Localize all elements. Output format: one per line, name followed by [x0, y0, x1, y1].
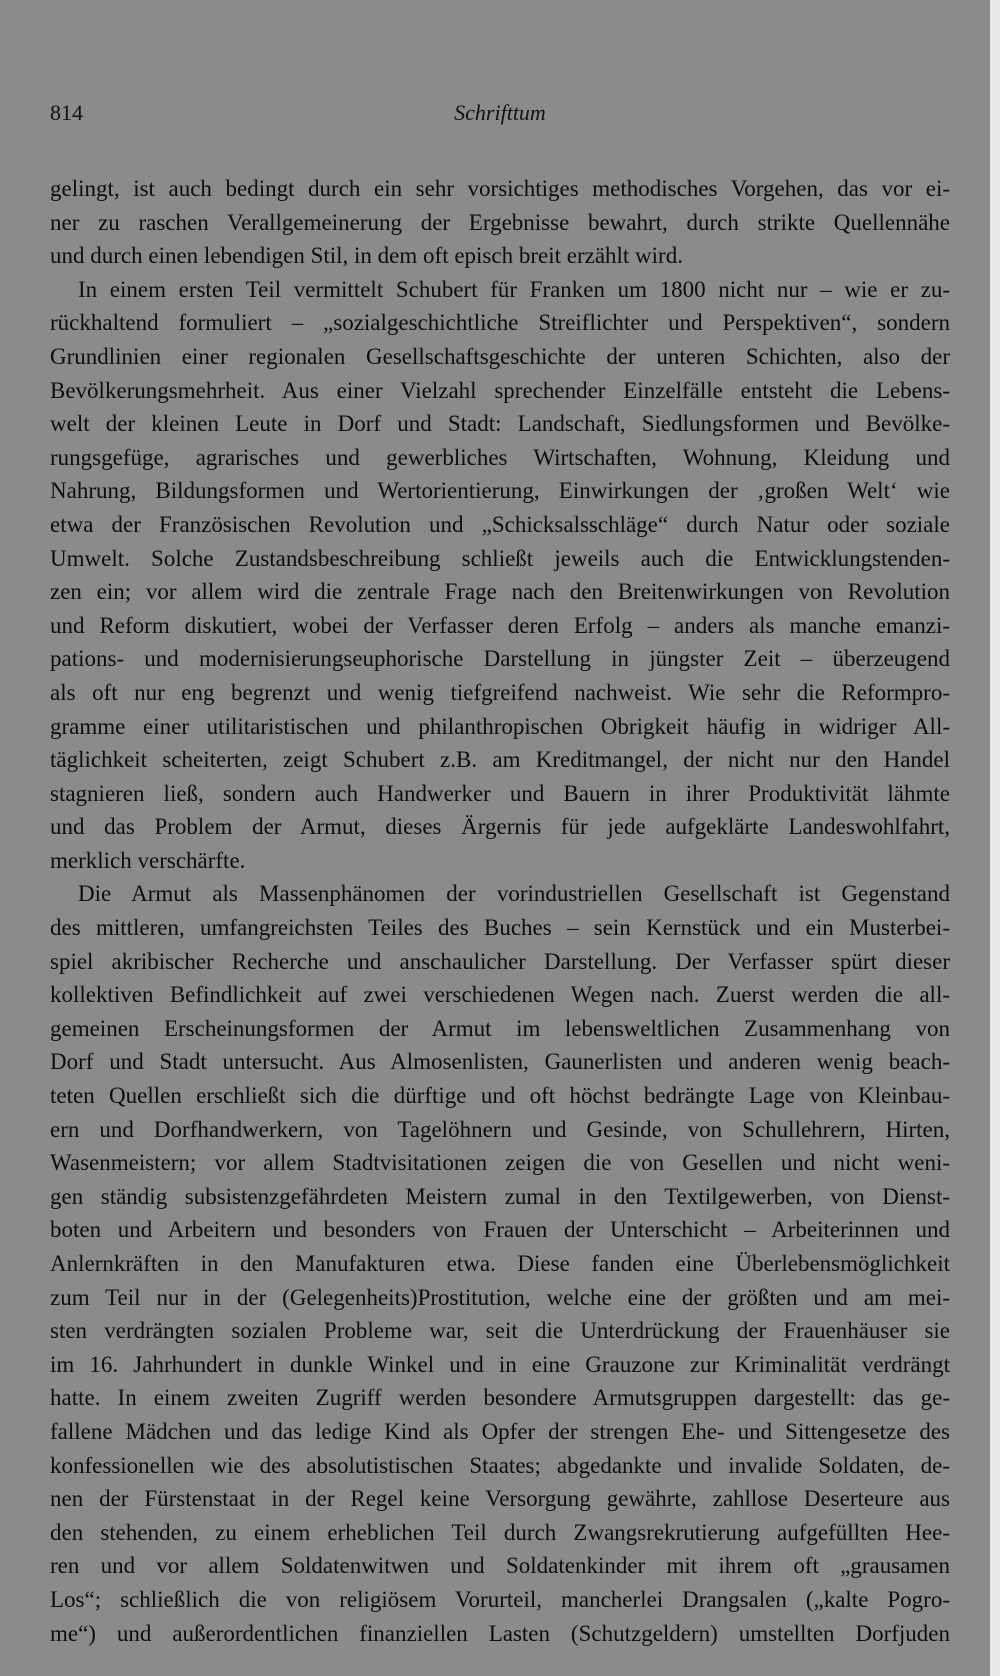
text-line: zen ein; vor allem wird die zentrale Frage nach den Breitenwirkungen von Revolution — [50, 579, 950, 605]
text-line: sten verdrängten sozialen Probleme war, seit die Unterdrückung der Frauenhäuser sie — [50, 1318, 950, 1344]
text-line: konfessionellen wie des absolutistischen Staates; abgedankte und invalide Soldaten, de- — [50, 1452, 950, 1478]
page-number: 814 — [50, 100, 83, 125]
text-line: Los“; schließlich die von religiösem Vorurteil, mancherlei Drangsalen („kalte Pogro- — [50, 1586, 950, 1612]
text-line: nen der Fürstenstaat in der Regel keine Versorgung gewährte, zahllose Deserteure aus — [50, 1486, 950, 1512]
text-line: In einem ersten Teil vermittelt Schubert für Franken um 1800 nicht nur – wie er zu- — [78, 276, 950, 302]
text-line: merklich verschärfte. — [50, 847, 246, 873]
body-text — [50, 172, 950, 1650]
text-line: Die Armut als Massenphänomen der vorindustriellen Gesellschaft ist Gegenstand — [78, 881, 950, 907]
text-line: täglichkeit scheiterten, zeigt Schubert z.B. am Kreditmangel, der nicht nur den Handel — [50, 747, 950, 773]
text-line: und das Problem der Armut, dieses Ärgernis für jede aufgeklärte Landeswohlfahrt, — [50, 814, 950, 840]
running-title: Schrifttum — [454, 100, 546, 125]
text-line: gelingt, ist auch bedingt durch ein sehr vorsichtiges methodisches Vorgehen, das vor ei- — [50, 176, 950, 201]
text-line: ern und Dorfhandwerkern, von Tagelöhnern und Gesinde, von Schullehrern, Hirten, — [50, 1116, 950, 1142]
text-line: des mittleren, umfangreichsten Teiles des Buches – sein Kernstück und ein Musterbei- — [50, 915, 950, 941]
text-line: Nahrung, Bildungsformen und Wertorientierung, Einwirkungen der ‚großen Welt‘ wie — [50, 478, 950, 504]
text-line: Dorf und Stadt untersucht. Aus Almosenlisten, Gaunerlisten und anderen wenig beach- — [50, 1049, 950, 1075]
text-line: gramme einer utilitaristischen und philanthropischen Obrigkeit häufig in widriger All- — [50, 713, 950, 739]
text-line: me“) und außerordentlichen finanziellen Lasten (Schutzgeldern) umstellten Dorfjuden — [50, 1620, 950, 1646]
text-line: und durch einen lebendigen Stil, in dem oft episch breit erzählt wird. — [50, 243, 683, 269]
text-line: teten Quellen erschließt sich die dürftige und oft höchst bedrängte Lage von Kleinbau- — [50, 1083, 950, 1109]
text-line: gen ständig subsistenzgefährdeten Meistern zumal in den Textilgewerben, von Dienst- — [50, 1183, 950, 1209]
text-line: stagnieren ließ, sondern auch Handwerker und Bauern in ihrer Produktivität lähmte — [50, 780, 950, 806]
text-line: spiel akribischer Recherche und anschaulicher Darstellung. Der Verfasser spürt dieser — [50, 948, 950, 974]
text-line: pations- und modernisierungseuphorische Darstellung in jüngster Zeit – überzeugend — [50, 646, 950, 672]
text-line: kollektiven Befindlichkeit auf zwei verschiedenen Wegen nach. Zuerst werden die all- — [50, 982, 950, 1008]
text-line: hatte. In einem zweiten Zugriff werden besondere Armutsgruppen dargestellt: das ge- — [50, 1385, 950, 1411]
text-line: im 16. Jahrhundert in dunkle Winkel und in eine Grauzone zur Kriminalität verdrängt — [50, 1351, 950, 1377]
text-line: boten und Arbeitern und besonders von Frauen der Unterschicht – Arbeiterinnen und — [50, 1217, 950, 1243]
text-line: ner zu raschen Verallgemeinerung der Ergebnisse bewahrt, durch strikte Quellennähe — [50, 209, 950, 235]
text-line: ren und vor allem Soldatenwitwen und Soldatenkinder mit ihrem oft „grausamen — [50, 1553, 950, 1579]
page-edge — [990, 0, 1000, 1676]
text-line: etwa der Französischen Revolution und „Schicksalsschläge“ durch Natur oder soziale — [50, 511, 950, 537]
text-line: welt der kleinen Leute in Dorf und Stadt: Landschaft, Siedlungsformen und Bevölke- — [50, 411, 950, 437]
text-line: Grundlinien einer regionalen Gesellschaftsgeschichte der unteren Schichten, also der — [50, 343, 950, 369]
page-header — [50, 100, 950, 136]
text-line: Anlernkräften in den Manufakturen etwa. Diese fanden eine Überlebensmöglichkeit — [50, 1251, 950, 1276]
text-line: Umwelt. Solche Zustandsbeschreibung schließt jeweils auch die Entwicklungstenden- — [50, 545, 950, 571]
text-line: und Reform diskutiert, wobei der Verfasser deren Erfolg – anders als manche emanzi- — [50, 612, 950, 638]
text-line: Bevölkerungsmehrheit. Aus einer Vielzahl sprechender Einzelfälle entsteht die Lebens- — [50, 377, 950, 403]
text-line: zum Teil nur in der (Gelegenheits)Prostitution, welche eine der größten und am mei- — [50, 1284, 950, 1310]
text-line: gemeinen Erscheinungsformen der Armut im lebensweltlichen Zusammenhang von — [50, 1015, 950, 1041]
text-line: rungsgefüge, agrarisches und gewerbliches Wirtschaften, Wohnung, Kleidung und — [50, 444, 950, 470]
text-line: rückhaltend formuliert – „sozialgeschichtliche Streiflichter und Perspektiven“, sondern — [50, 310, 950, 336]
text-line: Wasenmeistern; vor allem Stadtvisitationen zeigen die von Gesellen und nicht weni- — [50, 1150, 950, 1176]
text-line: den stehenden, zu einem erheblichen Teil durch Zwangsrekrutierung aufgefüllten Hee- — [50, 1519, 950, 1545]
text-line: als oft nur eng begrenzt und wenig tiefgreifend nachweist. Wie sehr die Reformpro- — [50, 679, 950, 705]
text-line: fallene Mädchen und das ledige Kind als Opfer der strengen Ehe- und Sittengesetze des — [50, 1418, 950, 1444]
